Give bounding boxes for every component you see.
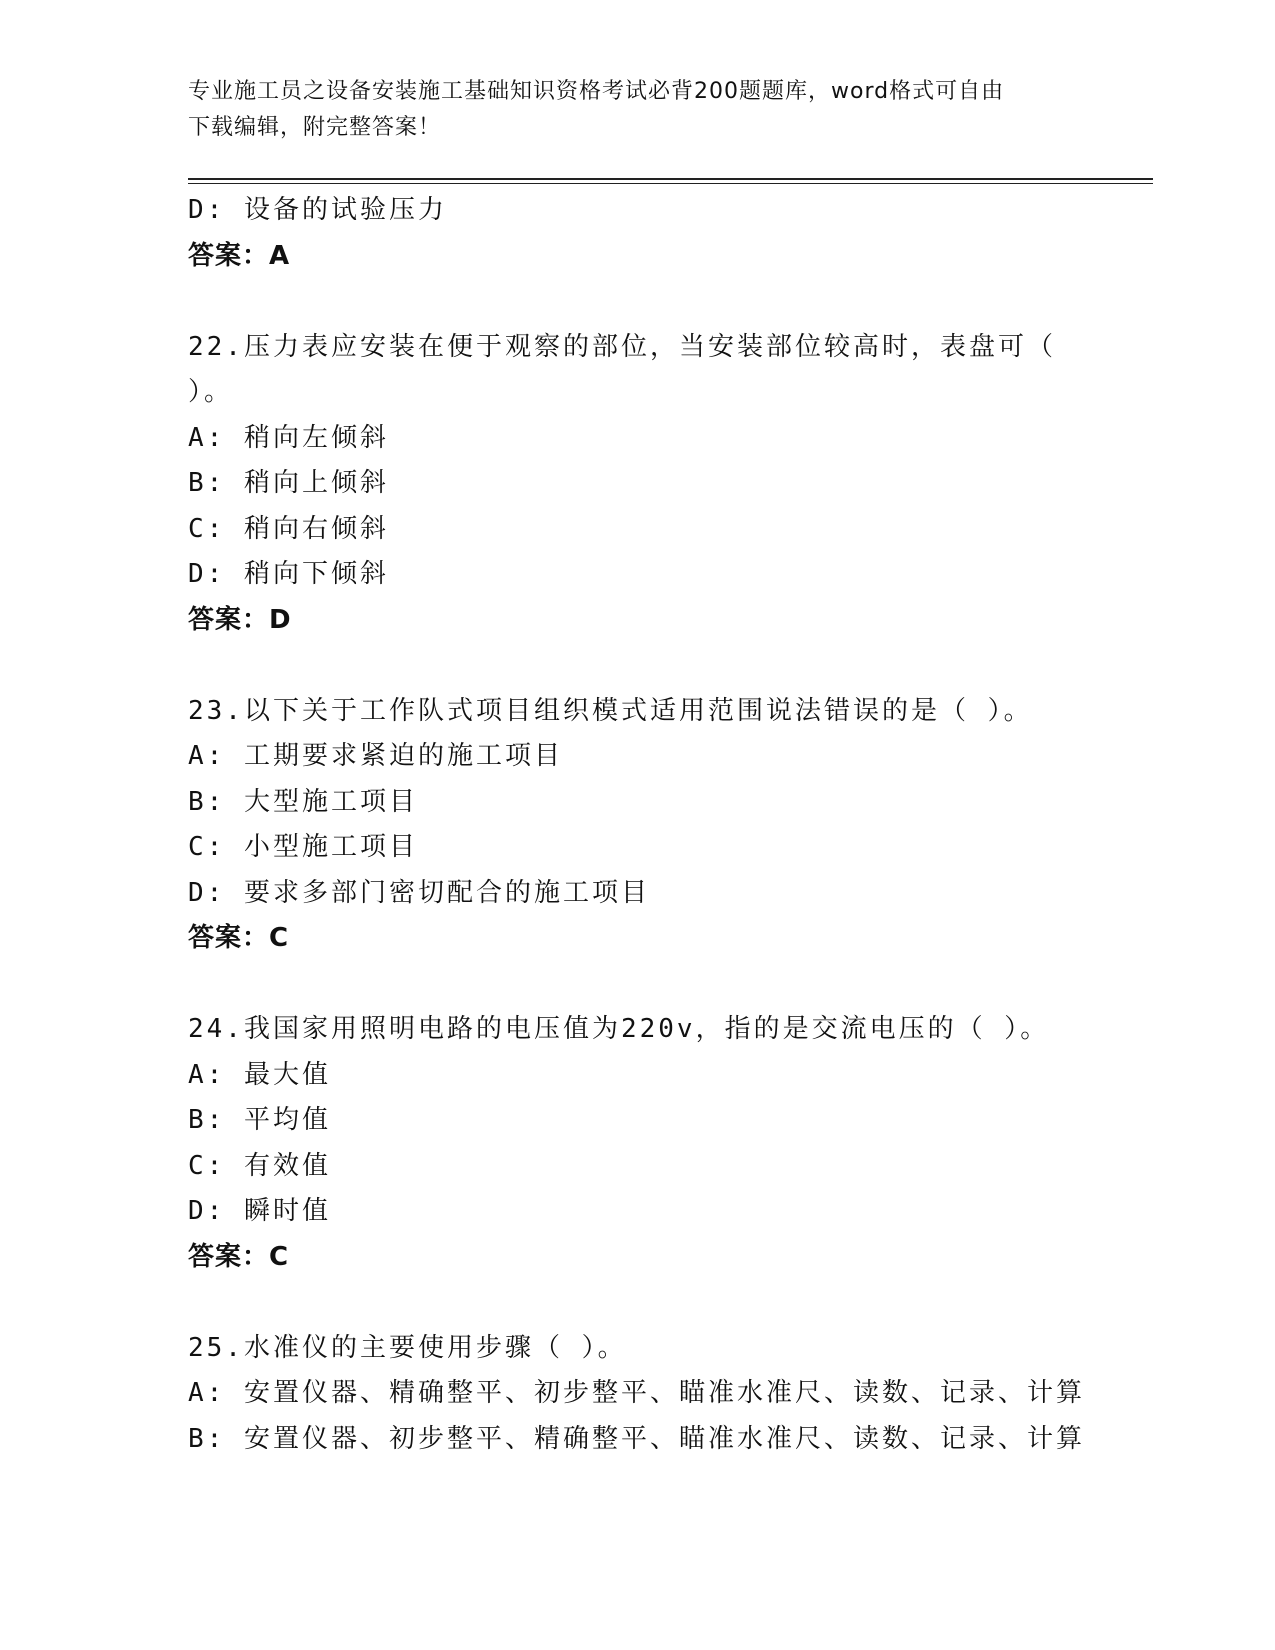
header-divider-thin	[188, 183, 1153, 184]
question-24-text: 24.我国家用照明电路的电压值为220v，指的是交流电压的（ ）。	[188, 1014, 1050, 1044]
spacer	[188, 279, 1088, 325]
question-22-option-b: B: 稍向上倾斜	[188, 468, 389, 498]
question-24-option-a: A: 最大值	[188, 1059, 331, 1090]
question-22-text-line-2: ）。	[188, 377, 234, 407]
spacer	[188, 962, 1088, 1008]
header-title-line-1: 专业施工员之设备安装施工基础知识资格考试必背200题题库，word格式可自由	[188, 79, 1005, 104]
question-25-option-a: A: 安置仪器、精确整平、初步整平、瞄准水准尺、读数、记录、计算	[188, 1378, 1085, 1408]
question-25-text: 25.水准仪的主要使用步骤（ ）。	[188, 1332, 627, 1363]
question-23-option-c: C: 小型施工项目	[188, 832, 418, 862]
question-22-option-a: A: 稍向左倾斜	[188, 422, 389, 453]
header-divider-thick	[188, 178, 1153, 180]
question-23-option-d: D: 要求多部门密切配合的施工项目	[188, 877, 650, 908]
document-header	[188, 74, 1088, 146]
header-title-line-2: 下载编辑，附完整答案！	[188, 115, 442, 140]
question-24-option-d: D: 瞬时值	[188, 1196, 331, 1226]
question-23-option-b: B: 大型施工项目	[188, 786, 418, 817]
question-24-option-c: C: 有效值	[188, 1150, 331, 1181]
question-23-option-a: A: 工期要求紧迫的施工项目	[188, 741, 563, 771]
answer-line: 答案：A	[188, 240, 291, 271]
question-23-text: 23.以下关于工作队式项目组织模式适用范围说法错误的是（ ）。	[188, 695, 1033, 726]
question-24-answer: 答案：C	[188, 1241, 290, 1272]
document-body	[188, 188, 1088, 1462]
question-23-answer: 答案：C	[188, 923, 290, 953]
question-22-option-d: D: 稍向下倾斜	[188, 559, 389, 589]
question-22-answer: 答案：D	[188, 604, 292, 635]
spacer	[188, 1280, 1088, 1326]
question-22-text-line-1: 22.压力表应安装在便于观察的部位，当安装部位较高时，表盘可（	[188, 331, 1056, 362]
question-24-option-b: B: 平均值	[188, 1105, 331, 1135]
question-22-option-c: C: 稍向右倾斜	[188, 513, 389, 544]
question-25-option-b: B: 安置仪器、初步整平、精确整平、瞄准水准尺、读数、记录、计算	[188, 1423, 1085, 1454]
option-d: D: 设备的试验压力	[188, 195, 447, 225]
spacer	[188, 643, 1088, 689]
